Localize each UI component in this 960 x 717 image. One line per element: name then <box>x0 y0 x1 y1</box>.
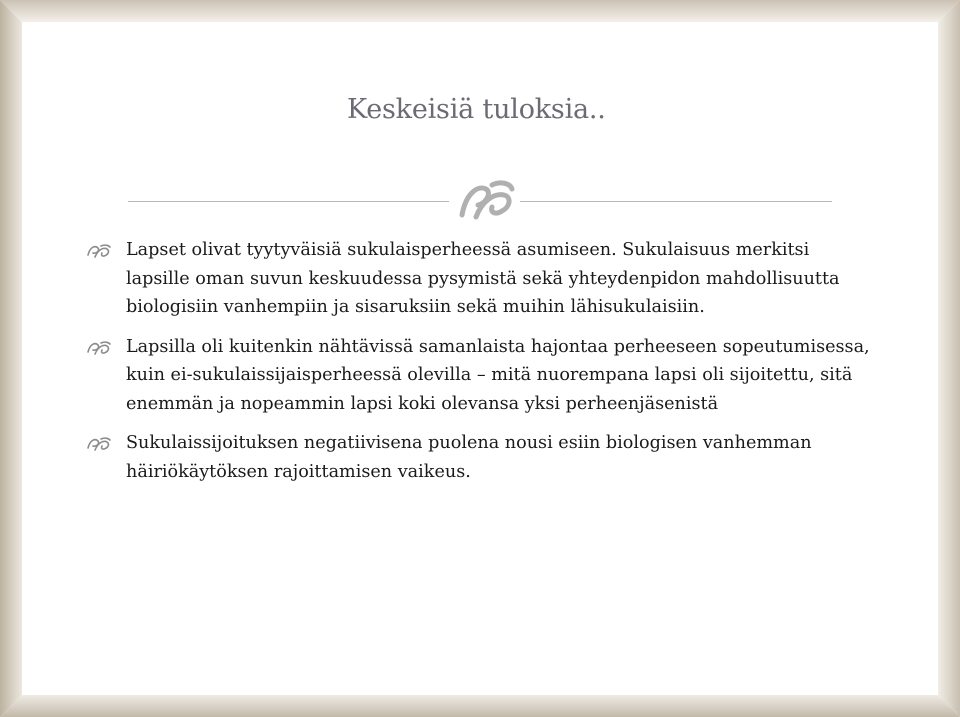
bullet-item <box>86 236 876 322</box>
slide-title: Keskeisiä tuloksia.. <box>347 94 606 125</box>
title-divider-left <box>128 201 449 202</box>
bullet-item <box>86 333 876 419</box>
ornament-flourish-icon <box>452 175 520 225</box>
flourish-bullet-icon <box>86 340 112 356</box>
flourish-bullet-icon <box>86 243 112 259</box>
flourish-bullet-icon <box>86 436 112 452</box>
bullet-text: Sukulaissijoituksen negatiivisena puolena nousi esiin biologisen vanhemman häiriökäytöksen rajoittamisen vaikeus. <box>126 433 812 482</box>
bullet-text: Lapsilla oli kuitenkin nähtävissä samanlaista hajontaa perheeseen sopeutumisessa, kuin ei-sukulaissijaisperheessä olevilla – mitä nuorempana lapsi oli sijoitettu, sitä enemmän ja nopeammin lapsi koki olevansa yksi perheenjäsenistä <box>126 336 870 414</box>
bullet-item <box>86 429 876 486</box>
title-divider-right <box>520 201 832 202</box>
bullet-text: Lapset olivat tyytyväisiä sukulaisperheessä asumiseen. Sukulaisuus merkitsi lapsille oman suvun keskuudessa pysymistä sekä yhteydenpidon mahdollisuutta biologisiin vanhempiin ja sisaruksiin sekä muihin lähisukulaisiin. <box>126 240 840 317</box>
bullet-list <box>86 236 876 497</box>
